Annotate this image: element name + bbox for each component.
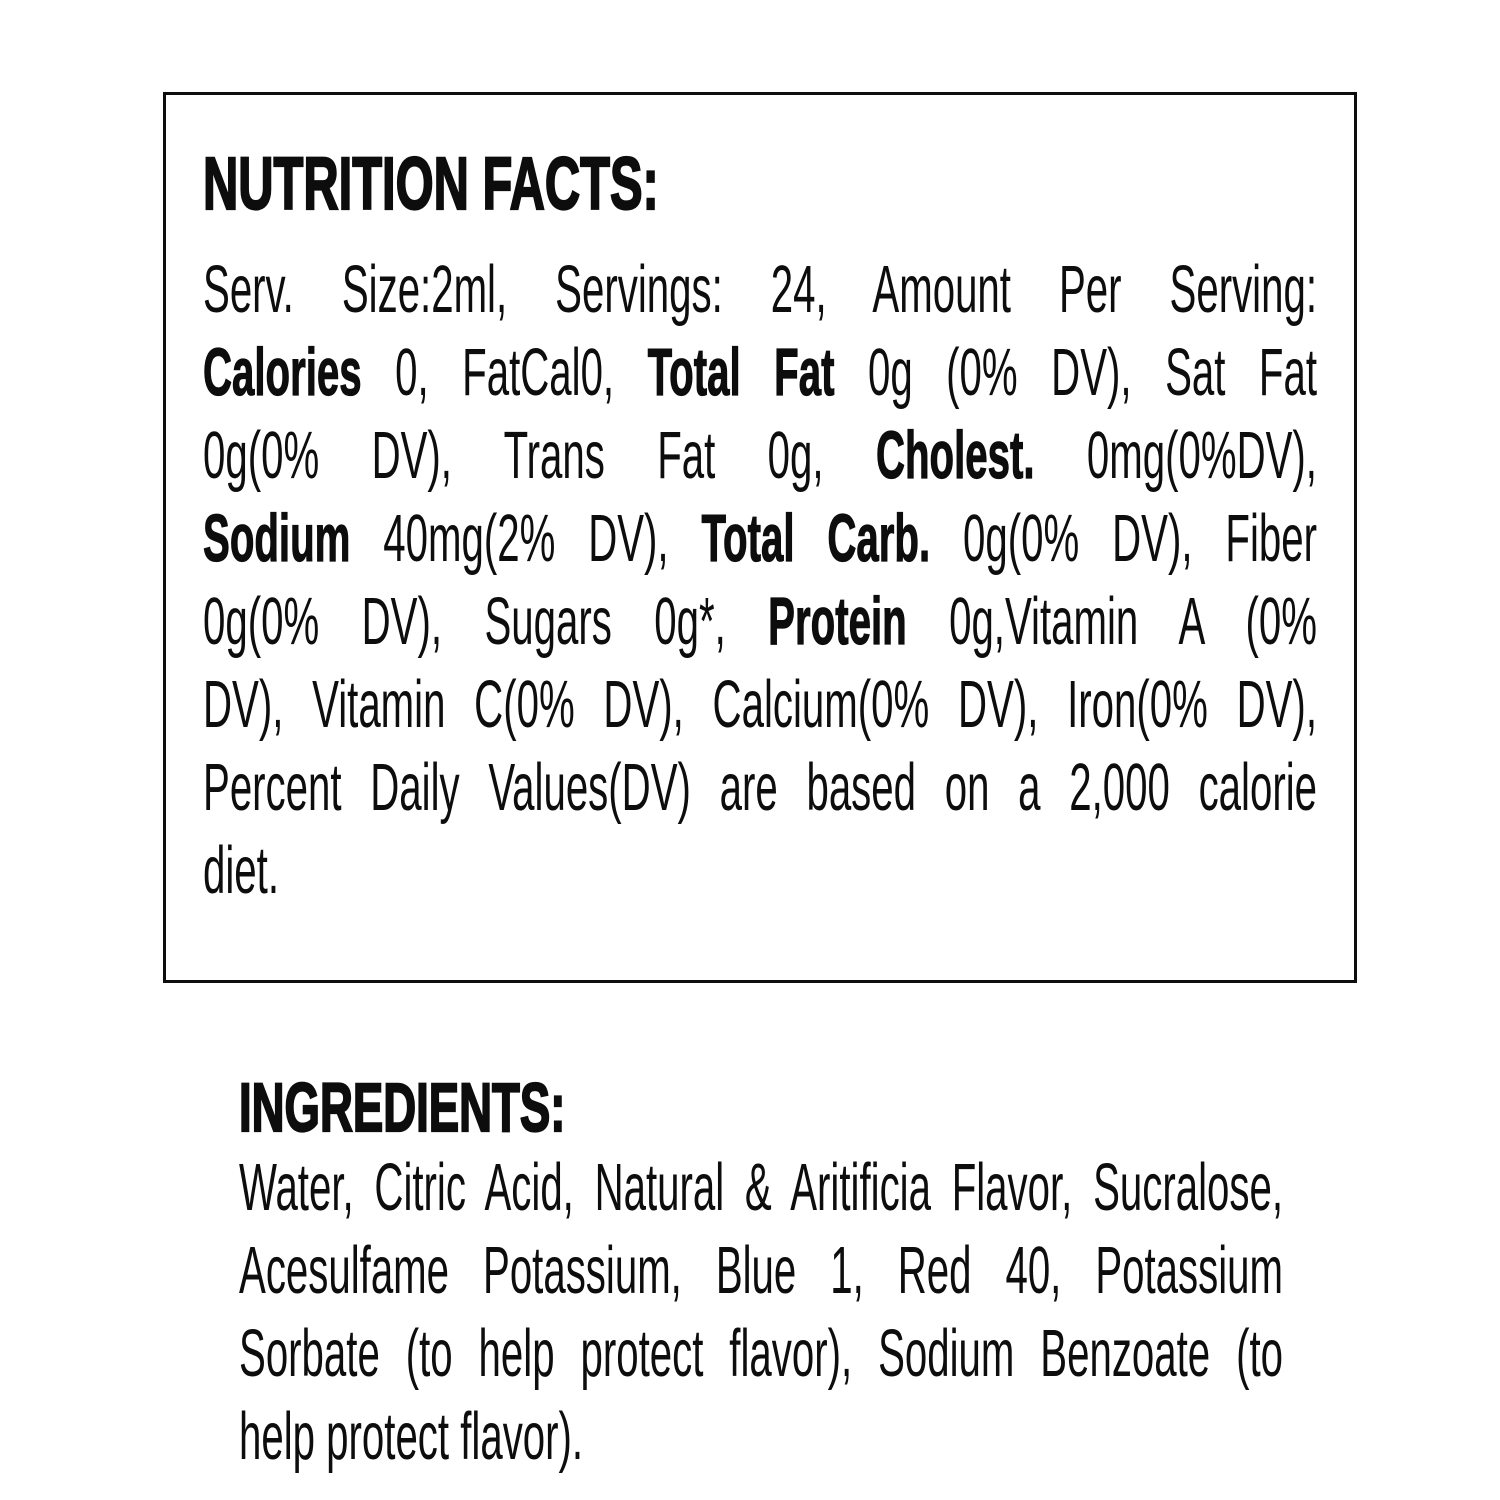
text-segment: Cholest. [875,418,1035,493]
text-segment: 0, FatCal0, [361,335,648,410]
text-segment: 0mg(0%DV), [1034,418,1317,493]
ingredients-line [239,1312,1283,1395]
text-segment: Total Fat [647,335,835,410]
ingredients-section [239,1069,1283,1478]
text-segment: 0g(0% DV), Trans Fat 0g, [203,418,876,493]
nutrition-line [203,497,1317,580]
ingredients-line [239,1229,1283,1312]
nutrition-facts-text [203,248,1317,912]
ingredients-line [239,1146,1283,1229]
text-segment: 0g(0% DV), Sugars 0g*, [203,584,769,659]
nutrition-facts-panel [163,92,1357,983]
nutrition-line [203,414,1317,497]
text-segment: 40mg(2% DV), [350,501,702,576]
text-segment: 0g(0% DV), Fiber [930,501,1317,576]
text-segment: 0g (0% DV), Sat Fat [834,335,1317,410]
nutrition-line [203,248,1317,331]
text-segment: Acesulfame Potassium, Blue 1, Red 40, Potassium [239,1233,1283,1308]
nutrition-line [203,331,1317,414]
text-segment: DV), Vitamin C(0% DV), Calcium(0% DV), Iron(0% DV), [203,667,1317,742]
text-segment: Sodium [203,501,351,576]
nutrition-facts-heading: NUTRITION FACTS: [203,142,659,225]
ingredients-heading: INGREDIENTS: [239,1069,566,1146]
nutrition-line [203,746,1317,829]
text-segment: Calories [203,335,362,410]
ingredients-text [239,1146,1283,1478]
text-segment: Total Carb. [701,501,931,576]
text-segment: Protein [768,584,907,659]
ingredients-line [239,1395,1283,1478]
text-segment: Water, Citric Acid, Natural & Aritificia Flavor, Sucralose, [239,1150,1283,1225]
nutrition-line [203,663,1317,746]
nutrition-line [203,580,1317,663]
text-segment: Sorbate (to help protect flavor), Sodium Benzoate (to [239,1316,1283,1391]
text-segment: 0g,Vitamin A (0% [906,584,1317,659]
text-segment: Percent Daily Values(DV) are based on a 2,000 calorie [203,750,1317,825]
text-segment: diet. [203,833,279,908]
nutrition-line [203,829,1317,912]
text-segment: Serv. Size:2ml, Servings: 24, Amount Per Serving: [203,252,1317,327]
text-segment: help protect flavor). [239,1399,584,1474]
